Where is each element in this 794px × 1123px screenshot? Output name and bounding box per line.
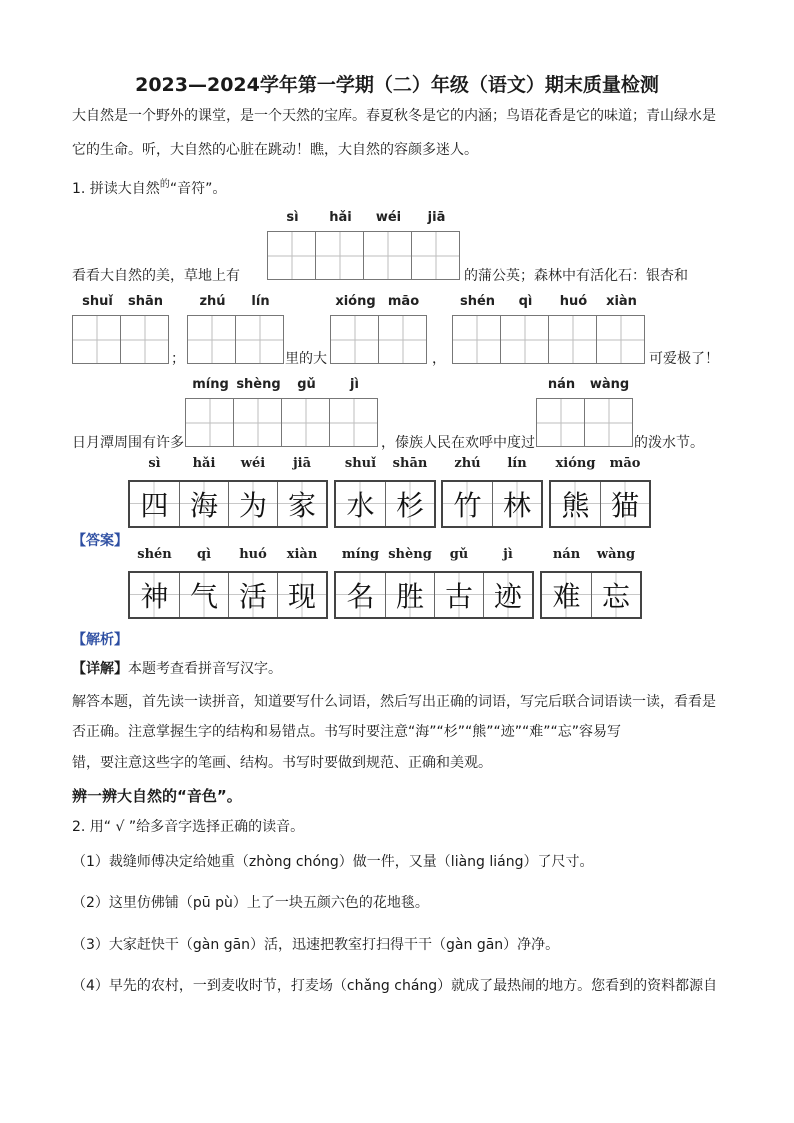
row2-sep-1: ； (171, 351, 185, 367)
row1-text-a: 看看大自然的美，草地上有 (72, 268, 240, 284)
answer-grid: sì 四 hǎi 海 wéi 为 jiā 家 (128, 480, 328, 528)
answer-char: 忘 (601, 580, 630, 613)
intro-line-2: 它的生命。听，大自然的心脏在跳动！瞧，大自然的容颜多迷人。 (72, 142, 478, 158)
answer-grid: shuǐ 水 shān 杉 (334, 480, 436, 528)
answer-char: 难 (552, 580, 581, 613)
analysis-para-3: 错，要注意这些字的笔画、结构。书写时要做到规范、正确和美观。 (72, 755, 492, 771)
answer-char: 现 (287, 580, 316, 613)
page-title: 2023—2024学年第一学期（二）年级（语文）期末质量检测 (135, 74, 659, 96)
answer-grid: nán 难 wàng 忘 (540, 571, 642, 619)
write-cell[interactable]: wàng (584, 398, 633, 447)
write-cell[interactable]: hǎi (315, 231, 364, 280)
row1-text-b: 的蒲公英；森林中有活化石：银杏和 (464, 268, 688, 284)
answer-char: 海 (189, 489, 218, 522)
row3-text-a: 日月潭周围有许多 (72, 435, 184, 451)
write-cell[interactable]: jiā (411, 231, 460, 280)
blank-grid-2[interactable] (72, 294, 169, 364)
write-cell[interactable]: xiàn (596, 315, 645, 364)
write-cell[interactable]: lín (235, 315, 284, 364)
q2-item-2: （2）这里仿佛铺（pū pù）上了一块五颜六色的花地毯。 (72, 895, 429, 911)
blank-grid-6[interactable] (185, 377, 378, 447)
answer-char: 胜 (395, 580, 424, 613)
write-cell[interactable]: wéi (363, 231, 412, 280)
blank-grid-3[interactable] (187, 294, 284, 364)
write-cell[interactable]: jì (329, 398, 378, 447)
answer-char: 猫 (610, 489, 639, 522)
write-cell[interactable]: zhú (187, 315, 236, 364)
intro-line-1: 大自然是一个野外的课堂，是一个天然的宝库。春夏秋冬是它的内涵；鸟语花香是它的味道；青山绿水是 (72, 108, 716, 124)
answer-char: 神 (140, 580, 169, 613)
answer-label: 【答案】 (72, 533, 128, 549)
answer-char: 林 (502, 489, 531, 522)
write-cell[interactable]: qì (500, 315, 549, 364)
write-cell[interactable]: shén (452, 315, 501, 364)
answer-char: 竹 (453, 489, 482, 522)
answer-char: 名 (346, 580, 375, 613)
row2-sep-2: 里的大 (285, 351, 327, 367)
q2-prompt: 2. 用“ √ ”给多音字选择正确的读音。 (72, 819, 305, 835)
row3-text-b: ，傣族人民在欢呼中度过 (381, 435, 535, 451)
analysis-label: 【解析】 (72, 632, 128, 648)
q2-item-3: （3）大家赶快干（gàn gān）活，迅速把教室打扫得干干（gàn gān）净净。 (72, 937, 560, 953)
q2-item-4: （4）早先的农村，一到麦收时节，打麦场（chǎng cháng）就成了最热闹的地方。您看到的资料都源自 (72, 978, 718, 994)
write-cell[interactable]: gǔ (281, 398, 330, 447)
blank-grid-7[interactable] (536, 377, 633, 447)
row2-end: 可爱极了！ (649, 351, 719, 367)
write-cell[interactable]: míng (185, 398, 234, 447)
write-cell[interactable]: shān (120, 315, 169, 364)
analysis-para-1: 解答本题，首先读一读拼音，知道要写什么词语，然后写出正确的词语，写完后联合词语读一读，看看是 (72, 694, 716, 710)
answer-grid: xióng 熊 māo 猫 (549, 480, 651, 528)
answer-char: 四 (140, 489, 169, 522)
blank-grid-4[interactable] (330, 294, 427, 364)
write-cell[interactable]: shuǐ (72, 315, 121, 364)
write-cell[interactable]: nán (536, 398, 585, 447)
row2-sep-3: ， (432, 351, 446, 367)
q1-prompt: 1. 拼读大自然$^的$“音符”。 (72, 179, 227, 197)
answer-char: 为 (238, 489, 267, 522)
row3-text-c: 的泼水节。 (634, 435, 704, 451)
write-cell[interactable]: sì (267, 231, 316, 280)
answer-char: 迹 (493, 580, 522, 613)
answer-grid: zhú 竹 lín 林 (441, 480, 543, 528)
blank-grid-1[interactable] (267, 210, 460, 280)
write-cell[interactable]: huó (548, 315, 597, 364)
section-heading: 辨一辨大自然的“音色”。 (72, 787, 242, 805)
write-cell[interactable]: xióng (330, 315, 379, 364)
answer-char: 气 (189, 580, 218, 613)
analysis-para-2: 否正确。注意掌握生字的结构和易错点。书写时要注意“海”“杉”“熊”“迹”“难”“忘”容易写 (72, 724, 622, 740)
blank-grid-5[interactable] (452, 294, 645, 364)
answer-char: 水 (346, 489, 375, 522)
q2-item-1: （1）裁缝师傅决定给她重（zhòng chóng）做一件，又量（liàng liáng）了尺寸。 (72, 854, 594, 870)
answer-char: 熊 (561, 489, 590, 522)
answer-grid: shén 神 qì 气 huó 活 xiàn 现 (128, 571, 328, 619)
answer-char: 杉 (395, 489, 424, 522)
answer-char: 家 (287, 489, 316, 522)
answer-char: 古 (444, 580, 473, 613)
write-cell[interactable]: māo (378, 315, 427, 364)
answer-char: 活 (238, 580, 267, 613)
detail-line: 【详解】本题考查看拼音写汉字。 (72, 661, 282, 677)
write-cell[interactable]: shèng (233, 398, 282, 447)
answer-grid: míng 名 shèng 胜 gǔ 古 jì 迹 (334, 571, 534, 619)
